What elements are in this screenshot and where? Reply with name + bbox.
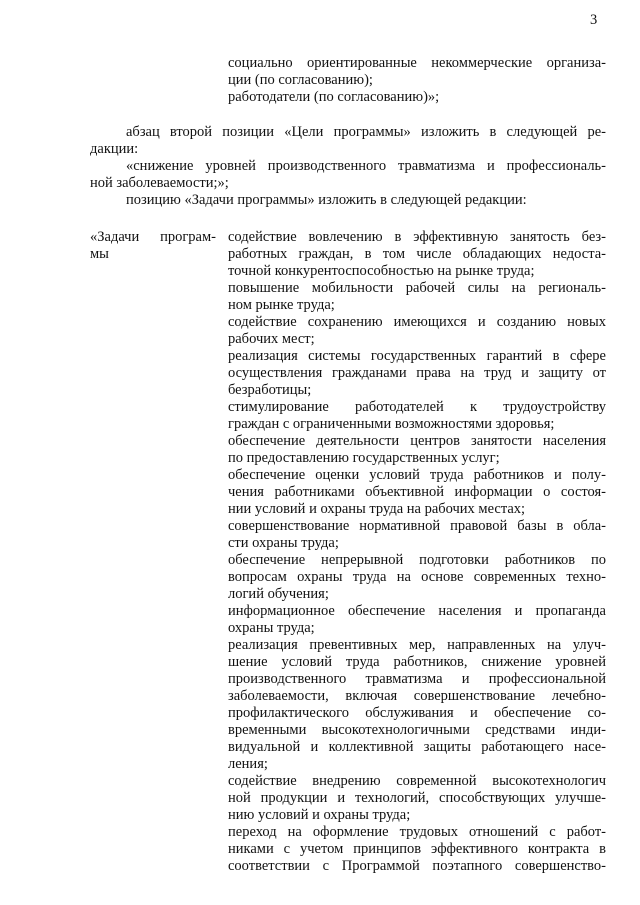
task-line: реализация превентивных мер, направленных на улуч- xyxy=(228,637,606,653)
task-line: реализация системы государственных гарантий в сфере xyxy=(228,348,606,364)
task-line: содействие внедрению современной высокотехнологич xyxy=(228,773,606,789)
task-line: повышение мобильности рабочей силы на региональ- xyxy=(228,280,606,296)
task-line: содействие вовлечению в эффективную занятость без- xyxy=(228,229,606,245)
task-line: информационное обеспечение населения и пропаганда xyxy=(228,603,606,619)
task-line: соответствии с Программой поэтапного совершенство- xyxy=(228,858,606,874)
task-line: рабочих мест; xyxy=(228,331,315,347)
task-line: безработицы; xyxy=(228,382,312,398)
intro-line: работодатели (по согласованию)»; xyxy=(228,89,440,105)
task-line: по предоставлению государственных услуг; xyxy=(228,450,500,466)
task-line: переход на оформление трудовых отношений с работ- xyxy=(228,824,606,840)
task-line: точной конкурентоспособностью на рынке труда; xyxy=(228,263,535,279)
task-line: нии условий и охраны труда на рабочих местах; xyxy=(228,501,526,517)
task-line: стимулирование работодателей к трудоустройству xyxy=(228,399,606,415)
task-line: вопросам охраны труда на основе современных техно- xyxy=(228,569,606,585)
task-line: содействие сохранению имеющихся и созданию новых xyxy=(228,314,606,330)
intro-line: ции (по согласованию); xyxy=(228,72,373,88)
page-number: 3 xyxy=(590,12,598,28)
task-line: совершенствование нормативной правовой базы в обла- xyxy=(228,518,606,534)
task-line: ном рынке труда; xyxy=(228,297,335,313)
tasks-label-line: «Задачи програм- xyxy=(90,229,216,245)
paragraph-line: ной заболеваемости;»; xyxy=(90,175,229,191)
task-line: профилактического обслуживания и обеспечение со- xyxy=(228,705,606,721)
task-line: временными высокотехнологичными средствами инди- xyxy=(228,722,606,738)
task-line: нию условий и охраны труда; xyxy=(228,807,411,823)
task-line: охраны труда; xyxy=(228,620,315,636)
paragraph-line: позицию «Задачи программы» изложить в следующей редакции: xyxy=(126,192,527,208)
tasks-label-line: мы xyxy=(90,246,109,262)
task-line: ной продукции и технологий, способствующих улучше- xyxy=(228,790,606,806)
task-line: никами с учетом принципов эффективного контракта в xyxy=(228,841,606,857)
task-line: чения работниками объективной информации о состоя- xyxy=(228,484,606,500)
task-line: обеспечение деятельности центров занятости населения xyxy=(228,433,606,449)
task-line: производственного травматизма и профессиональной xyxy=(228,671,606,687)
task-line: осуществления гражданами права на труд и защиту от xyxy=(228,365,606,381)
task-line: работных граждан, в том числе обладающих недоста- xyxy=(228,246,606,262)
task-line: шение условий труда работников, снижение уровней xyxy=(228,654,606,670)
task-line: логий обучения; xyxy=(228,586,329,602)
paragraph-line: дакции: xyxy=(90,141,139,157)
task-line: видуальной и коллективной защиты работающего насе- xyxy=(228,739,606,755)
task-line: обеспечение оценки условий труда работников и полу- xyxy=(228,467,606,483)
task-line: граждан с ограниченными возможностями здоровья; xyxy=(228,416,555,432)
task-line: ления; xyxy=(228,756,268,772)
task-line: заболеваемости, включая совершенствование лечебно- xyxy=(228,688,606,704)
task-line: сти охраны труда; xyxy=(228,535,339,551)
intro-line: социально ориентированные некоммерческие организа- xyxy=(228,55,606,71)
task-line: обеспечение непрерывной подготовки работников по xyxy=(228,552,606,568)
paragraph-line: абзац второй позиции «Цели программы» изложить в следующей ре- xyxy=(126,124,606,140)
paragraph-line: «снижение уровней производственного травматизма и профессиональ- xyxy=(126,158,606,174)
